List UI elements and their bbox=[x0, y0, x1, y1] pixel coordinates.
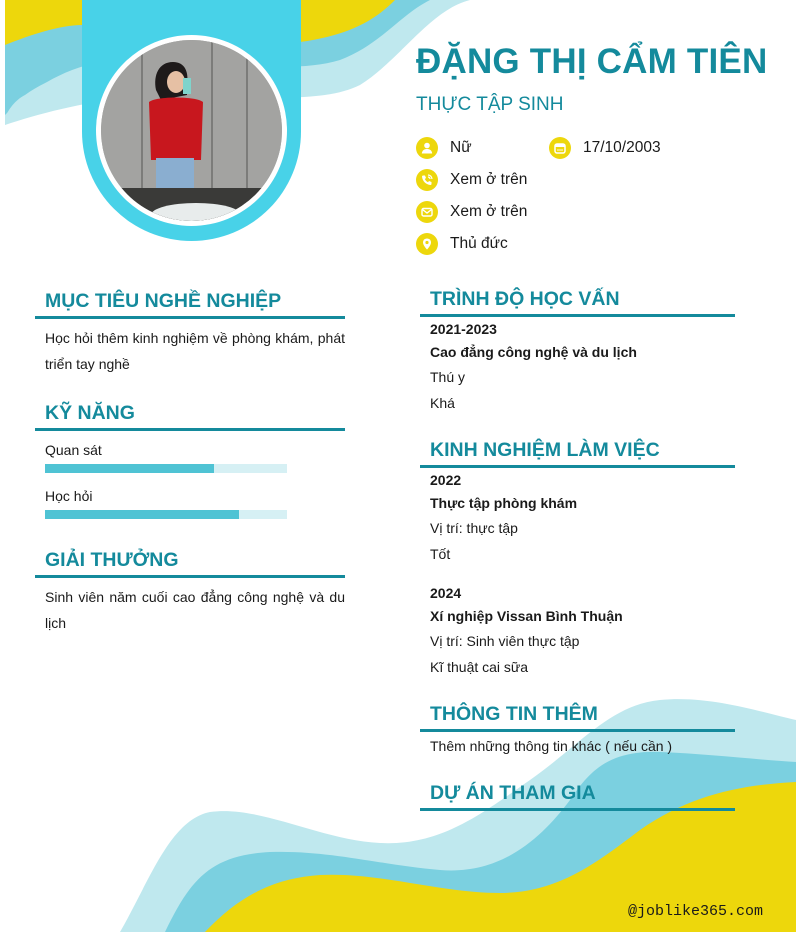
phone-info bbox=[416, 169, 527, 191]
education-title: TRÌNH ĐỘ HỌC VẤN bbox=[430, 288, 620, 310]
user-icon bbox=[416, 137, 438, 159]
email-value: Xem ở trên bbox=[450, 203, 528, 220]
job-title: THỰC TẬP SINH bbox=[416, 94, 564, 115]
skills-divider bbox=[35, 428, 345, 431]
location-pin-icon bbox=[416, 233, 438, 255]
projects-title: DỰ ÁN THAM GIA bbox=[430, 782, 596, 804]
education-grade: Khá bbox=[430, 395, 455, 411]
experience-position: Vị trí: thực tập bbox=[430, 520, 518, 536]
education-school: Cao đẳng công nghệ và du lịch bbox=[430, 344, 637, 360]
skill-bar bbox=[45, 464, 287, 473]
gender-info bbox=[416, 137, 472, 159]
experience-period: 2022 bbox=[430, 472, 462, 488]
address-value: Thủ đức bbox=[450, 235, 508, 252]
experience-description: Tốt bbox=[430, 546, 451, 562]
awards-divider bbox=[35, 575, 345, 578]
experience-description: Kĩ thuật cai sữa bbox=[430, 659, 529, 675]
experience-position: Vị trí: Sinh viên thực tập bbox=[430, 633, 580, 649]
birthday-value: 17/10/2003 bbox=[583, 139, 661, 156]
candidate-name: ĐẶNG THỊ CẨM TIÊN bbox=[416, 42, 768, 81]
mail-icon bbox=[416, 201, 438, 223]
experience-divider bbox=[420, 465, 735, 468]
experience-title: KINH NGHIỆM LÀM VIỆC bbox=[430, 439, 660, 461]
awards-title: GIẢI THƯỞNG bbox=[45, 549, 179, 571]
additional-info-title: THÔNG TIN THÊM bbox=[430, 703, 598, 725]
gender-value: Nữ bbox=[450, 139, 472, 156]
avatar bbox=[101, 40, 282, 221]
experience-company: Thực tập phòng khám bbox=[430, 495, 578, 511]
skill-bar bbox=[45, 510, 287, 519]
watermark: @joblike365.com bbox=[628, 903, 764, 920]
projects-divider bbox=[420, 808, 735, 811]
skill-bar-fill bbox=[45, 464, 214, 473]
calendar-icon bbox=[549, 137, 571, 159]
objective-title: MỤC TIÊU NGHỀ NGHIỆP bbox=[45, 290, 282, 312]
skill-name: Học hỏi bbox=[45, 488, 93, 504]
additional-info-divider bbox=[420, 729, 735, 732]
additional-info-text: Thêm những thông tin khác ( nếu cần ) bbox=[430, 738, 673, 754]
experience-company: Xí nghiệp Vissan Bình Thuận bbox=[430, 608, 623, 624]
education-period: 2021-2023 bbox=[430, 321, 497, 337]
address-info bbox=[416, 233, 508, 255]
birthday-info bbox=[549, 137, 661, 159]
phone-value: Xem ở trên bbox=[450, 171, 528, 188]
skills-title: KỸ NĂNG bbox=[45, 402, 135, 424]
education-major: Thú y bbox=[430, 369, 466, 385]
objective-text: Học hỏi thêm kinh nghiệm về phòng khám, phát triển tay nghề bbox=[45, 330, 345, 372]
awards-text: Sinh viên năm cuối cao đẳng công nghệ và du lịch bbox=[45, 589, 345, 631]
phone-icon bbox=[416, 169, 438, 191]
skill-bar-fill bbox=[45, 510, 239, 519]
experience-period: 2024 bbox=[430, 585, 462, 601]
objective-divider bbox=[35, 316, 345, 319]
email-info bbox=[416, 201, 527, 223]
skill-name: Quan sát bbox=[45, 442, 102, 458]
